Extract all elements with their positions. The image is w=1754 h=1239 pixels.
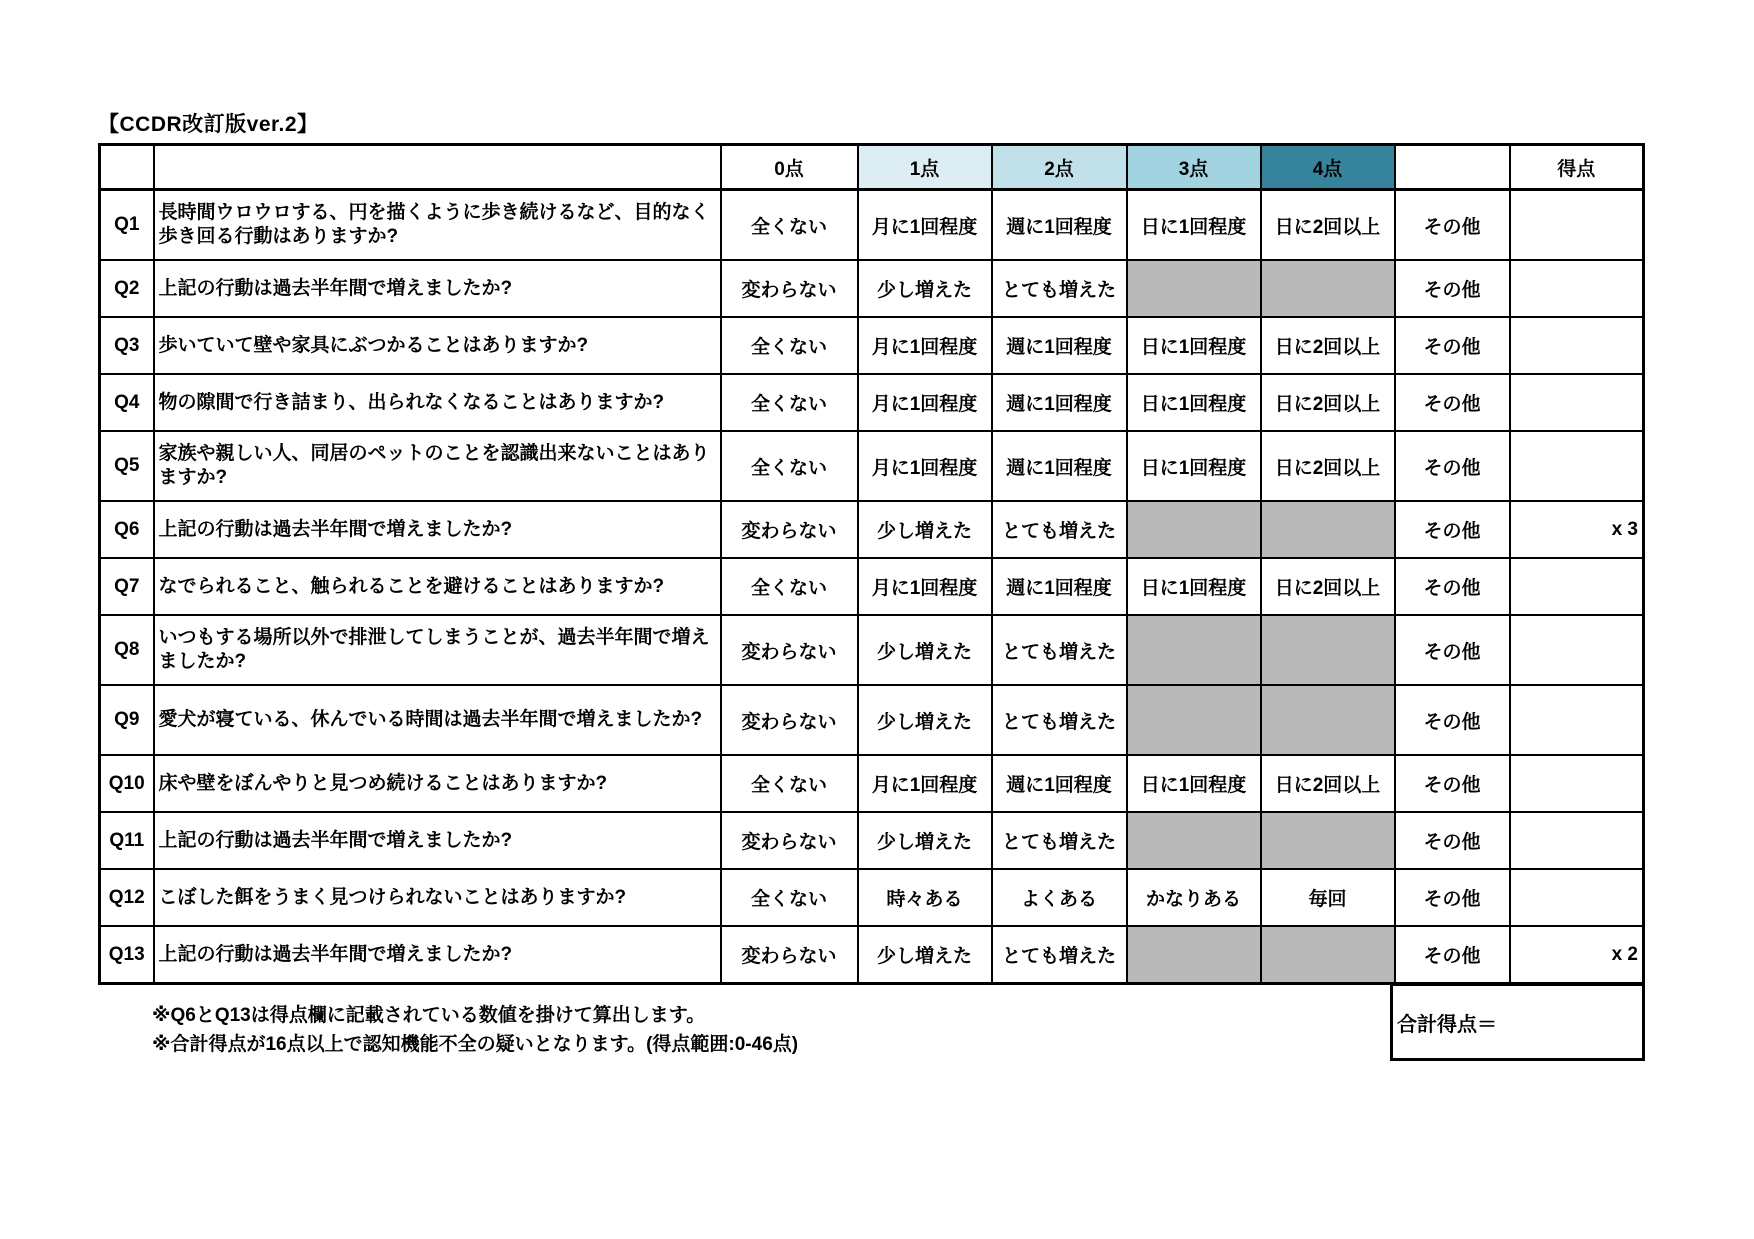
score-cell[interactable] <box>1510 558 1644 615</box>
question-text: 長時間ウロウロする、円を描くように歩き続けるなど、目的なく歩き回る行動はありますか? <box>154 190 721 261</box>
answer-option-cell[interactable]: 全くない <box>721 374 858 431</box>
answer-option-cell[interactable]: 全くない <box>721 558 858 615</box>
question-number: Q11 <box>100 812 154 869</box>
answer-option-cell[interactable]: 少し増えた <box>858 926 992 984</box>
answer-option-cell[interactable]: 日に1回程度 <box>1127 317 1261 374</box>
table-row <box>100 685 1644 755</box>
question-number: Q3 <box>100 317 154 374</box>
table-row <box>100 317 1644 374</box>
disabled-cell <box>1127 812 1261 869</box>
score-cell[interactable] <box>1510 755 1644 812</box>
disabled-cell <box>1261 260 1395 317</box>
answer-option-cell[interactable]: 全くない <box>721 431 858 501</box>
points-header-cell: 得点 <box>1510 145 1644 190</box>
answer-option-cell[interactable]: とても増えた <box>992 685 1127 755</box>
answer-option-cell[interactable]: 週に1回程度 <box>992 558 1127 615</box>
question-text: 上記の行動は過去半年間で増えましたか? <box>154 260 721 317</box>
answer-option-cell[interactable]: よくある <box>992 869 1127 926</box>
disabled-cell <box>1261 615 1395 685</box>
question-text: 愛犬が寝ている、休んでいる時間は過去半年間で増えましたか? <box>154 685 721 755</box>
footnote-line-2: ※合計得点が16点以上で認知機能不全の疑いとなります。(得点範囲:0-46点) <box>152 1034 799 1056</box>
question-number: Q1 <box>100 190 154 261</box>
answer-option-cell[interactable]: 少し増えた <box>858 501 992 558</box>
answer-option-cell[interactable]: 月に1回程度 <box>858 755 992 812</box>
answer-option-cell[interactable]: 週に1回程度 <box>992 431 1127 501</box>
answer-option-cell[interactable]: とても増えた <box>992 812 1127 869</box>
header-empty-qnum <box>100 145 154 190</box>
answer-option-cell[interactable]: 週に1回程度 <box>992 190 1127 261</box>
score-header-0: 0点 <box>721 145 858 190</box>
answer-option-cell[interactable]: 変わらない <box>721 615 858 685</box>
header-row <box>100 145 1644 190</box>
table-row <box>100 431 1644 501</box>
header-empty-other <box>1395 145 1510 190</box>
question-number: Q5 <box>100 431 154 501</box>
question-text: 家族や親しい人、同居のペットのことを認識出来ないことはありますか? <box>154 431 721 501</box>
answer-option-cell[interactable]: 月に1回程度 <box>858 317 992 374</box>
score-cell[interactable]: x 2 <box>1510 926 1644 984</box>
answer-option-cell[interactable]: 日に2回以上 <box>1261 374 1395 431</box>
question-text: 歩いていて壁や家具にぶつかることはありますか? <box>154 317 721 374</box>
question-number: Q4 <box>100 374 154 431</box>
question-text: 上記の行動は過去半年間で増えましたか? <box>154 812 721 869</box>
table-row <box>100 869 1644 926</box>
score-cell[interactable] <box>1510 374 1644 431</box>
question-text: 上記の行動は過去半年間で増えましたか? <box>154 501 721 558</box>
table-row <box>100 926 1644 984</box>
other-option-cell[interactable]: その他 <box>1395 685 1510 755</box>
answer-option-cell[interactable]: 月に1回程度 <box>858 190 992 261</box>
score-cell[interactable] <box>1510 431 1644 501</box>
answer-option-cell[interactable]: 少し増えた <box>858 685 992 755</box>
disabled-cell <box>1261 926 1395 984</box>
answer-option-cell[interactable]: 日に2回以上 <box>1261 558 1395 615</box>
table-row <box>100 501 1644 558</box>
other-option-cell[interactable]: その他 <box>1395 501 1510 558</box>
disabled-cell <box>1261 685 1395 755</box>
disabled-cell <box>1127 260 1261 317</box>
answer-option-cell[interactable]: 変わらない <box>721 812 858 869</box>
score-cell[interactable]: x 3 <box>1510 501 1644 558</box>
question-number: Q10 <box>100 755 154 812</box>
score-cell[interactable] <box>1510 812 1644 869</box>
disabled-cell <box>1261 812 1395 869</box>
score-cell[interactable] <box>1510 869 1644 926</box>
answer-option-cell[interactable]: 変わらない <box>721 260 858 317</box>
question-number: Q13 <box>100 926 154 984</box>
other-option-cell[interactable]: その他 <box>1395 812 1510 869</box>
other-option-cell[interactable]: その他 <box>1395 615 1510 685</box>
answer-option-cell[interactable]: 全くない <box>721 869 858 926</box>
score-cell[interactable] <box>1510 190 1644 261</box>
question-number: Q8 <box>100 615 154 685</box>
total-score-label: 合計得点＝ <box>1397 1013 1497 1036</box>
question-text: 物の隙間で行き詰まり、出られなくなることはありますか? <box>154 374 721 431</box>
disabled-cell <box>1127 685 1261 755</box>
score-cell[interactable] <box>1510 615 1644 685</box>
answer-option-cell[interactable]: 日に2回以上 <box>1261 190 1395 261</box>
answer-option-cell[interactable]: 時々ある <box>858 869 992 926</box>
answer-option-cell[interactable]: 少し増えた <box>858 812 992 869</box>
score-header-1: 1点 <box>858 145 992 190</box>
answer-option-cell[interactable]: とても増えた <box>992 501 1127 558</box>
answer-option-cell[interactable]: とても増えた <box>992 926 1127 984</box>
other-option-cell[interactable]: その他 <box>1395 431 1510 501</box>
answer-option-cell[interactable]: とても増えた <box>992 260 1127 317</box>
answer-option-cell[interactable]: 週に1回程度 <box>992 755 1127 812</box>
answer-option-cell[interactable]: 日に1回程度 <box>1127 431 1261 501</box>
question-text: 床や壁をぼんやりと見つめ続けることはありますか? <box>154 755 721 812</box>
ccdr-table <box>98 143 1645 985</box>
answer-option-cell[interactable]: 変わらない <box>721 501 858 558</box>
question-text: なでられること、触られることを避けることはありますか? <box>154 558 721 615</box>
table-row <box>100 374 1644 431</box>
answer-option-cell[interactable]: 少し増えた <box>858 260 992 317</box>
score-cell[interactable] <box>1510 260 1644 317</box>
answer-option-cell[interactable]: 変わらない <box>721 926 858 984</box>
table-row <box>100 755 1644 812</box>
answer-option-cell[interactable]: 日に2回以上 <box>1261 755 1395 812</box>
other-option-cell[interactable]: その他 <box>1395 558 1510 615</box>
other-option-cell[interactable]: その他 <box>1395 190 1510 261</box>
answer-option-cell[interactable]: 週に1回程度 <box>992 374 1127 431</box>
disabled-cell <box>1127 615 1261 685</box>
question-text: いつもする場所以外で排泄してしまうことが、過去半年間で増えましたか? <box>154 615 721 685</box>
other-option-cell[interactable]: その他 <box>1395 374 1510 431</box>
answer-option-cell[interactable]: 月に1回程度 <box>858 431 992 501</box>
total-score-box[interactable] <box>1390 983 1645 1061</box>
score-header-2: 2点 <box>992 145 1127 190</box>
answer-option-cell[interactable]: 日に2回以上 <box>1261 317 1395 374</box>
score-header-3: 3点 <box>1127 145 1261 190</box>
score-cell[interactable] <box>1510 317 1644 374</box>
answer-option-cell[interactable]: 全くない <box>721 755 858 812</box>
answer-option-cell[interactable]: 日に1回程度 <box>1127 374 1261 431</box>
question-number: Q6 <box>100 501 154 558</box>
questionnaire-table-area <box>98 143 1645 1056</box>
answer-option-cell[interactable]: 月に1回程度 <box>858 558 992 615</box>
answer-option-cell[interactable]: 全くない <box>721 317 858 374</box>
question-number: Q7 <box>100 558 154 615</box>
table-row <box>100 190 1644 261</box>
answer-option-cell[interactable]: かなりある <box>1127 869 1261 926</box>
other-option-cell[interactable]: その他 <box>1395 926 1510 984</box>
question-number: Q9 <box>100 685 154 755</box>
footnote-line-1: ※Q6とQ13は得点欄に記載されている数値を掛けて算出します。 <box>152 1005 706 1026</box>
score-cell[interactable] <box>1510 685 1644 755</box>
answer-option-cell[interactable]: 週に1回程度 <box>992 317 1127 374</box>
other-option-cell[interactable]: その他 <box>1395 869 1510 926</box>
answer-option-cell[interactable]: 日に1回程度 <box>1127 558 1261 615</box>
table-row <box>100 260 1644 317</box>
disabled-cell <box>1127 501 1261 558</box>
table-row <box>100 812 1644 869</box>
answer-option-cell[interactable]: 日に1回程度 <box>1127 190 1261 261</box>
answer-option-cell[interactable]: 変わらない <box>721 685 858 755</box>
score-header-4: 4点 <box>1261 145 1395 190</box>
question-text: こぼした餌をうまく見つけられないことはありますか? <box>154 869 721 926</box>
disabled-cell <box>1127 926 1261 984</box>
other-option-cell[interactable]: その他 <box>1395 317 1510 374</box>
page-title: 【CCDR改訂版ver.2】 <box>98 113 319 136</box>
answer-option-cell[interactable]: 日に1回程度 <box>1127 755 1261 812</box>
answer-option-cell[interactable]: 月に1回程度 <box>858 374 992 431</box>
table-row <box>100 558 1644 615</box>
question-number: Q2 <box>100 260 154 317</box>
other-option-cell[interactable]: その他 <box>1395 755 1510 812</box>
header-empty-question <box>154 145 721 190</box>
footnotes <box>152 1001 1352 1060</box>
answer-option-cell[interactable]: 全くない <box>721 190 858 261</box>
other-option-cell[interactable]: その他 <box>1395 260 1510 317</box>
question-number: Q12 <box>100 869 154 926</box>
table-row <box>100 615 1644 685</box>
question-text: 上記の行動は過去半年間で増えましたか? <box>154 926 721 984</box>
answer-option-cell[interactable]: 少し増えた <box>858 615 992 685</box>
answer-option-cell[interactable]: 日に2回以上 <box>1261 431 1395 501</box>
answer-option-cell[interactable]: 毎回 <box>1261 869 1395 926</box>
answer-option-cell[interactable]: とても増えた <box>992 615 1127 685</box>
disabled-cell <box>1261 501 1395 558</box>
